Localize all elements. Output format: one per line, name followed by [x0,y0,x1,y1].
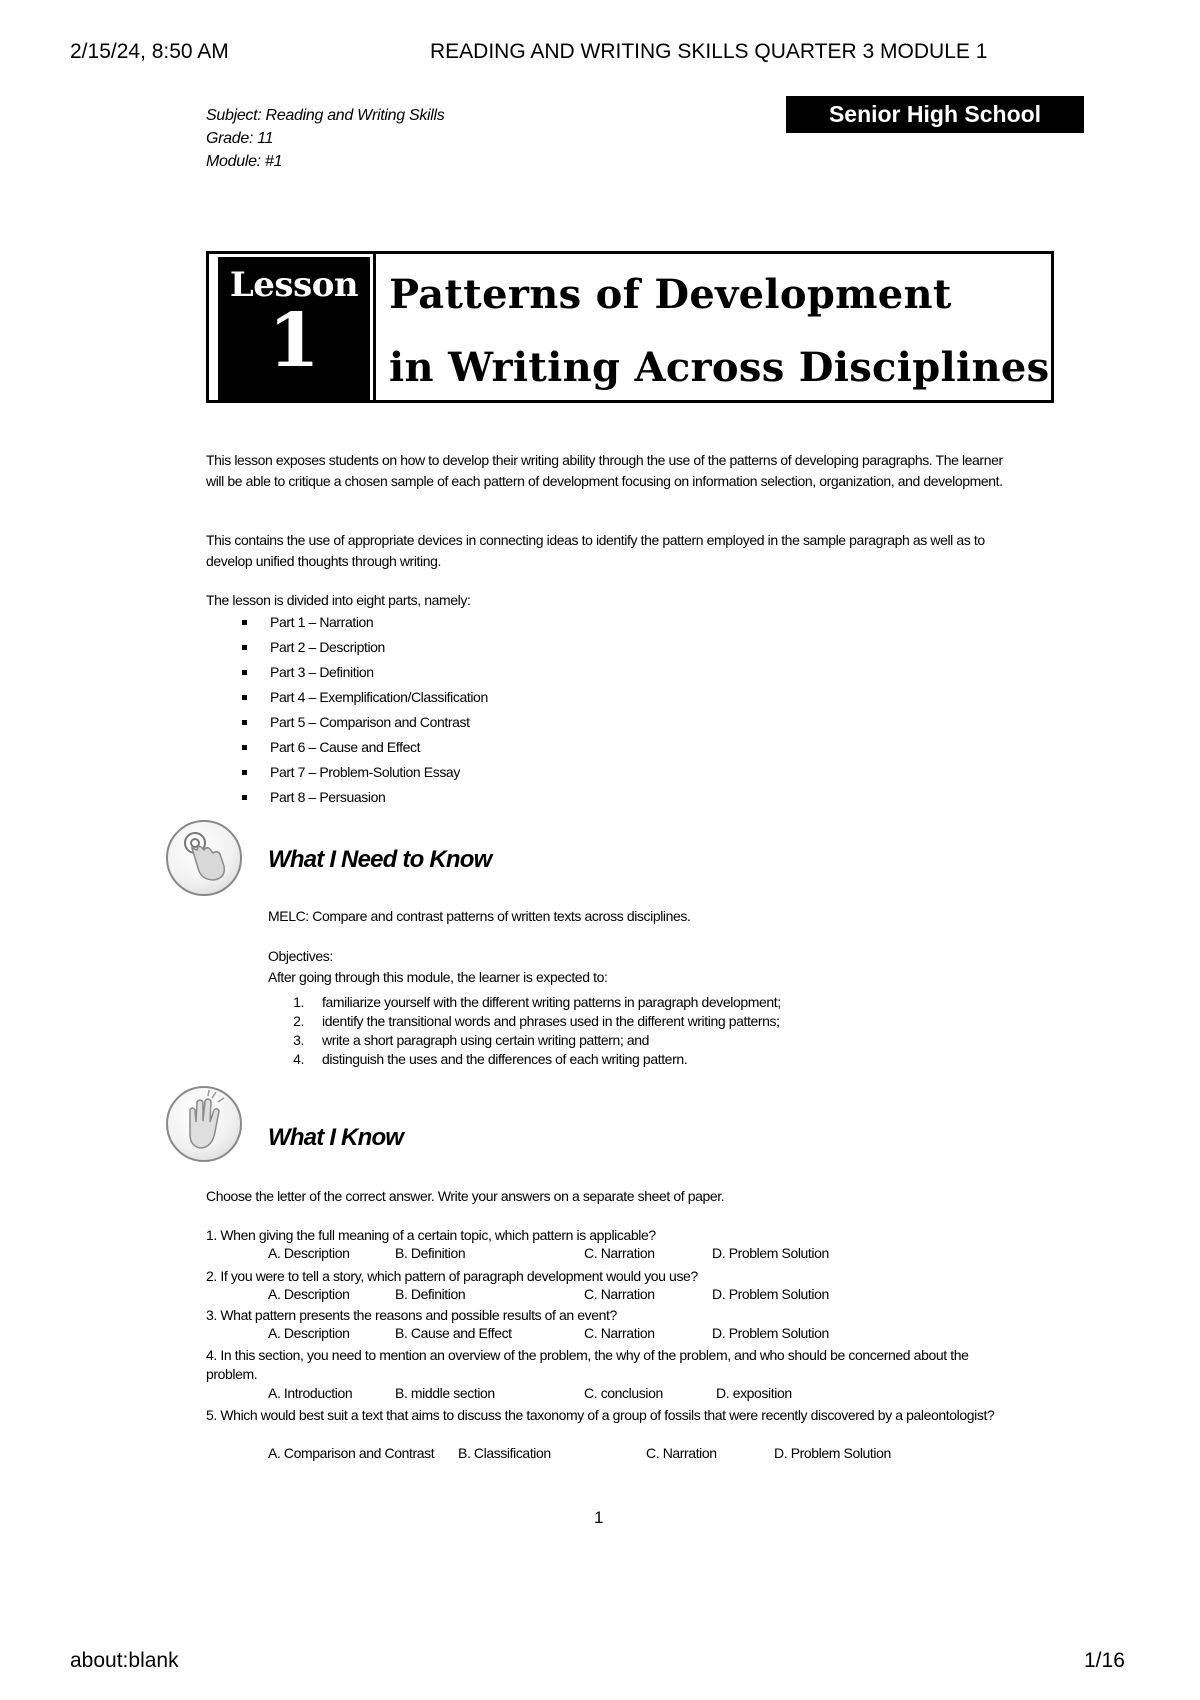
lesson-divider [373,254,376,400]
choice-d: D. Problem Solution [712,1286,829,1302]
choice-d: D. exposition [716,1385,792,1401]
choice-a: A. Comparison and Contrast [268,1445,435,1461]
list-item: Part 8 – Persuasion [242,785,488,810]
list-item: 2. identify the transitional words and phrases used in the different writing patterns; [293,1013,780,1029]
choice-b: B. Classification [458,1445,551,1461]
list-item: Part 4 – Exemplification/Classification [242,685,488,710]
what-i-need-to-know-title: What I Need to Know [268,846,492,873]
choice-c: C. Narration [646,1445,717,1461]
page-number: 1 [594,1508,604,1527]
list-item: Part 2 – Description [242,635,488,660]
objectives-label: Objectives: [268,948,333,964]
intro-paragraph-3: The lesson is divided into eight parts, namely: [206,592,471,608]
choice-a: A. Description [268,1325,350,1341]
list-item: Part 3 – Definition [242,660,488,685]
list-item: 3. write a short paragraph using certain writing pattern; and [293,1032,649,1048]
print-footer-url: about:blank [70,1649,179,1672]
module-line: Module: #1 [206,153,283,170]
choice-b: B. Definition [395,1245,466,1261]
choice-d: D. Problem Solution [712,1325,829,1341]
raised-hand-icon [166,1086,242,1162]
grade-line: Grade: 11 [206,130,274,147]
pointing-hand-icon [166,820,242,896]
question-2: 2. If you were to tell a story, which pattern of paragraph development would you use? [206,1268,698,1284]
lesson-parts-list [242,610,488,810]
senior-high-school-badge: Senior High School [786,96,1084,133]
question-5: 5. Which would best suit a text that aims to discuss the taxonomy of a group of fossils that were recently discovered by a paleontologist? [206,1407,995,1423]
melc-text: MELC: Compare and contrast patterns of written texts across disciplines. [268,908,691,924]
list-item: Part 1 – Narration [242,610,488,635]
print-footer-page: 1/16 [1084,1649,1125,1672]
choice-d: D. Problem Solution [774,1445,891,1461]
print-doc-title: READING AND WRITING SKILLS QUARTER 3 MODULE 1 [430,40,988,63]
list-item: 4. distinguish the uses and the differences of each writing pattern. [293,1051,688,1067]
lesson-title-line-1: Patterns of Development [389,271,952,318]
objectives-list [270,993,781,1069]
lesson-word: Lesson [229,265,359,305]
module-meta [206,104,445,173]
choice-c: C. Narration [584,1286,655,1302]
choice-c: C. conclusion [584,1385,663,1401]
question-1: 1. When giving the full meaning of a certain topic, which pattern is applicable? [206,1227,656,1243]
choice-c: C. Narration [584,1325,655,1341]
choice-a: A. Description [268,1286,350,1302]
intro-paragraph-2: This contains the use of appropriate devices in connecting ideas to identify the pattern employed in the sample paragraph as well as to develop unified thoughts through writing. [206,532,985,569]
what-i-know-title: What I Know [268,1124,404,1151]
intro-paragraph-1: This lesson exposes students on how to develop their writing ability through the use of the patterns of developing paragraphs. The learner will be able to critique a chosen sample of each pattern of development focusing on information selection, organization, and development. [206,452,1003,489]
subject-line: Subject: Reading and Writing Skills [206,107,445,124]
lesson-header-box [206,251,1054,403]
choice-c: C. Narration [584,1245,655,1261]
question-4: 4. In this section, you need to mention an overview of the problem, the why of the problem, and who should be concerned about the problem. [206,1347,969,1382]
choice-a: A. Introduction [268,1385,353,1401]
lesson-number: 1 [268,298,320,384]
print-datetime: 2/15/24, 8:50 AM [70,40,229,63]
choice-b: B. Definition [395,1286,466,1302]
list-item: 1. familiarize yourself with the different writing patterns in paragraph development; [293,994,781,1010]
lesson-number-block [218,257,370,400]
quiz-instruction: Choose the letter of the correct answer. Write your answers on a separate sheet of paper. [206,1188,725,1204]
choice-a: A. Description [268,1245,350,1261]
lesson-title-line-2: in Writing Across Disciplines [389,344,1050,391]
list-item: Part 7 – Problem-Solution Essay [242,760,488,785]
question-3: 3. What pattern presents the reasons and possible results of an event? [206,1307,617,1323]
list-item: Part 5 – Comparison and Contrast [242,710,488,735]
list-item: Part 6 – Cause and Effect [242,735,488,760]
objectives-intro: After going through this module, the learner is expected to: [268,969,608,985]
choice-b: B. middle section [395,1385,495,1401]
choice-d: D. Problem Solution [712,1245,829,1261]
choice-b: B. Cause and Effect [395,1325,512,1341]
